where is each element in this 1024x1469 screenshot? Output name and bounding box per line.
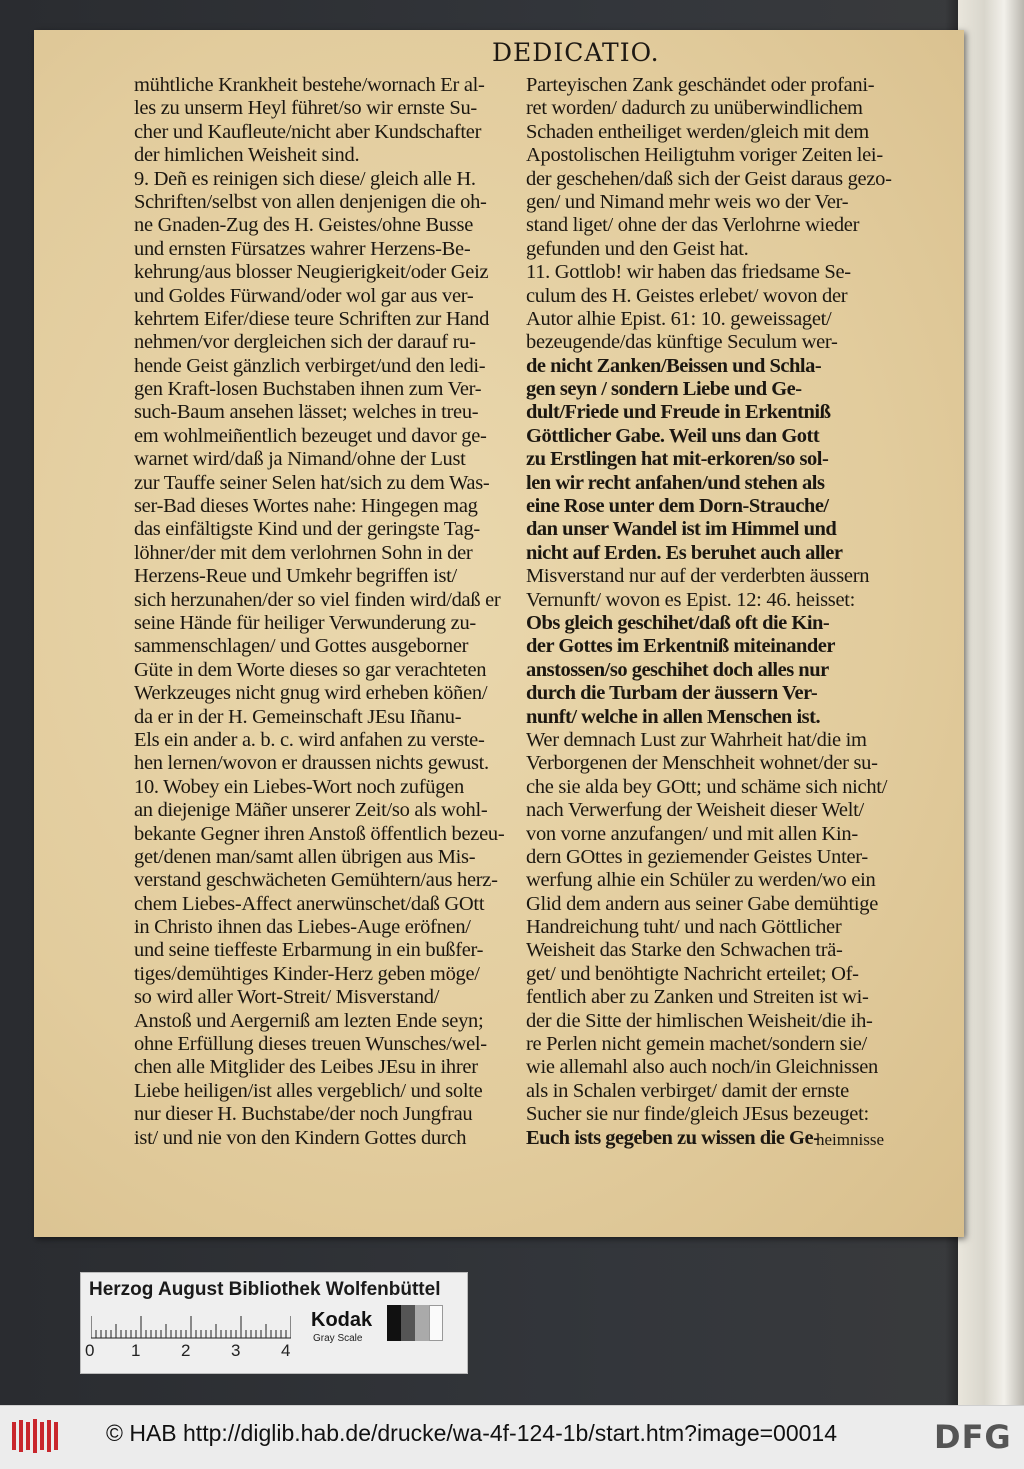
text-line: Verborgenen der Menschheit wohnet/der su- <box>526 752 878 775</box>
text-line: ne Gnaden-Zug des H. Geistes/ohne Busse <box>134 214 474 237</box>
gray-patch-black <box>387 1305 401 1341</box>
text-line: cher und Kaufleute/nicht aber Kundschafter <box>134 120 482 143</box>
text-line: Wer demnach Lust zur Wahrheit hat/die im <box>526 728 867 751</box>
text-line: zu Erstlingen hat mit-erkoren/so sol- <box>526 448 829 471</box>
text-line: bezeugende/das künftige Seculum wer- <box>526 331 838 354</box>
gray-scale-label: Gray Scale <box>313 1333 363 1344</box>
ruler-number: 1 <box>131 1341 141 1360</box>
text-line: ist/ und nie von den Kindern Gottes durch <box>134 1126 467 1149</box>
gray-patch-mid <box>415 1305 429 1341</box>
text-line: Autor alhie Epist. 61: 10. geweissaget/ <box>526 307 832 330</box>
text-line: chen alle Mitglider des Leibes JEsu in ihrer <box>134 1056 478 1079</box>
text-line: Els ein ander a. b. c. wird anfahen zu verste- <box>134 728 485 751</box>
text-line: Güte in dem Worte dieses so gar verachteten <box>134 658 487 681</box>
text-line: gen seyn / sondern Liebe und Ge- <box>526 378 802 401</box>
gray-patch-light <box>429 1305 443 1341</box>
text-line: ret worden/ dadurch zu unüberwindlichem <box>526 97 863 120</box>
text-line: nehmen/vor dergleichen sich der darauf ru- <box>134 331 476 354</box>
text-line: 11. Gottlob! wir haben das friedsame Se- <box>526 261 851 284</box>
text-line: als in Schalen verbirget/ damit der ernste <box>526 1079 849 1102</box>
text-line: hen lernen/wovon er draussen nichts gewust. <box>134 752 489 775</box>
citation-link[interactable]: © HAB http://diglib.hab.de/drucke/wa-4f-124-1b/start.htm?image=00014 <box>106 1420 838 1446</box>
text-line: seine Hände für heiliger Verwunderung zu- <box>134 611 476 634</box>
text-line: dern GOttes in geziemender Geistes Unter- <box>526 845 868 868</box>
text-line: warnet wird/daß ja Nimand/ohne der Lust <box>134 448 466 471</box>
ruler-numbers <box>85 1341 295 1367</box>
text-line: kehrtem Eifer/diese teure Schriften zur Hand <box>134 307 490 330</box>
page-heading: DEDICATIO. <box>492 38 660 67</box>
text-line: get/denen man/samt allen übrigen aus Mis- <box>134 845 476 868</box>
book-page <box>34 30 964 1237</box>
adjacent-page-edge <box>958 0 1024 1405</box>
text-line: mühtliche Krankheit bestehe/wornach Er al- <box>134 74 485 96</box>
text-line: eine Rose unter dem Dorn-Strauche/ <box>526 495 829 518</box>
text-line: such-Baum ansehen lässet; welches in treu- <box>134 401 479 424</box>
text-line: durch die Turbam der äussern Ver- <box>526 682 818 705</box>
text-line: ohne Erfüllung dieses treuen Wunsches/wel- <box>134 1033 487 1056</box>
text-line: dan unser Wandel ist im Himmel und <box>526 518 837 541</box>
text-line: der Gottes im Erkentniß miteinander <box>526 635 835 658</box>
footer-bar <box>0 1405 1024 1469</box>
text-line: und seine tieffeste Erbarmung in ein bußfer- <box>134 939 484 962</box>
text-line: stand liget/ ohne der das Verlohrne wieder <box>526 214 860 237</box>
text-line: Schriften/selbst von allen denjenigen die oh- <box>134 190 487 213</box>
kodak-logo: Kodak <box>311 1309 373 1331</box>
gray-patch-dark <box>401 1305 415 1341</box>
text-line: löhner/der mit dem verlohrnen Sohn in der <box>134 541 473 564</box>
text-line: Schaden entheiliget werden/gleich mit dem <box>526 120 869 143</box>
text-line: da er in der H. Gemeinschaft JEsu Iñanu- <box>134 705 462 728</box>
text-line: hende Geist gänzlich verbirget/und den ledi- <box>134 354 486 377</box>
text-line: ser-Bad dieses Wortes nahe: Hingegen mag <box>134 495 478 518</box>
text-line: 10. Wobey ein Liebes-Wort noch zufügen <box>134 775 464 798</box>
text-line: gefunden und den Geist hat. <box>526 237 749 260</box>
text-line: tiges/demühtiges Kinder-Herz geben möge/ <box>134 962 480 985</box>
text-line: 9. Deñ es reinigen sich diese/ gleich alle H. <box>134 167 476 190</box>
text-line: so wird aller Wort-Streit/ Misverstand/ <box>134 986 440 1009</box>
text-line: len wir recht anfahen/und stehen als <box>526 471 825 494</box>
text-line: Obs gleich geschihet/daß oft die Kin- <box>526 611 830 634</box>
ruler-scale <box>91 1313 291 1339</box>
text-line: culum des H. Geistes erlebet/ wovon der <box>526 284 848 307</box>
text-line: em wohlmeiñentlich bezeuget und davor ge- <box>134 424 487 447</box>
text-line: Glid dem andern aus seiner Gabe demühtige <box>526 892 879 915</box>
text-line: Apostolischen Heiligtuhm voriger Zeiten lei- <box>526 144 883 167</box>
dfg-logo: DFG <box>934 1418 1012 1456</box>
text-line: von vorne anzufangen/ und mit allen Kin- <box>526 822 858 845</box>
left-text-column <box>134 74 516 1150</box>
text-line: nicht auf Erden. Es beruhet auch aller <box>526 541 843 564</box>
text-line: Misverstand nur auf der verderbten äussern <box>526 565 870 588</box>
text-line: der geschehen/daß sich der Geist daraus gezo- <box>526 167 892 190</box>
text-line: chem Liebes-Affect anerwünschet/daß GOtt <box>134 892 485 915</box>
text-line: Anstoß und Aergerniß am lezten Ende seyn; <box>134 1009 484 1032</box>
right-text-column <box>526 74 910 1150</box>
text-line: anstossen/so geschihet doch alles nur <box>526 658 829 681</box>
ruler-number: 0 <box>85 1341 95 1360</box>
text-line: gen Kraft-losen Buchstaben ihnen zum Ver- <box>134 378 482 401</box>
ruler-number: 2 <box>181 1341 191 1360</box>
catchword: heimnisse <box>816 1130 884 1149</box>
text-line: re Perlen nicht gemein machet/sondern sie/ <box>526 1033 867 1056</box>
text-line: Sucher sie nur finde/gleich JEsus bezeuget: <box>526 1103 869 1126</box>
text-line: Handreichung tuht/ und nach Göttlicher <box>526 916 842 939</box>
text-line: Göttlicher Gabe. Weil uns dan Gott <box>526 424 820 447</box>
text-line: dult/Friede und Freude in Erkentniß <box>526 401 831 424</box>
text-line: verstand geschwächeten Gemühtern/aus herz- <box>134 869 498 892</box>
text-line: Vernunft/ wovon es Epist. 12: 46. heisset: <box>526 588 856 611</box>
text-line: nur dieser H. Buchstabe/der noch Jungfrau <box>134 1103 473 1126</box>
text-line: und ernsten Fürsatzes wahrer Herzens-Be- <box>134 237 471 260</box>
text-line: nach Verwerfung der Weisheit dieser Welt/ <box>526 799 864 822</box>
text-line: Weisheit das Starke den Schwachen trä- <box>526 939 843 962</box>
text-line: das einfältigste Kind und der geringste Tag- <box>134 518 480 541</box>
text-line: wie allemahl also auch noch/in Gleichnissen <box>526 1056 879 1079</box>
text-line: de nicht Zanken/Beissen und Schla- <box>526 354 822 377</box>
text-line: Euch ists gegeben zu wissen die Ge- <box>526 1126 820 1149</box>
text-line: che sie alda bey GOtt; und schäme sich nicht/ <box>526 775 888 798</box>
text-line: und Goldes Fürwand/oder wol gar aus ver- <box>134 284 474 307</box>
text-line: Herzens-Reue und Umkehr begriffen ist/ <box>134 565 457 588</box>
ruler-number: 3 <box>231 1341 241 1360</box>
text-line: in Christo ihnen das Liebes-Auge eröfnen/ <box>134 916 471 939</box>
hab-logo-icon <box>10 1416 60 1456</box>
text-line: bekante Gegner ihren Anstoß öffentlich bezeu- <box>134 822 505 845</box>
text-line: kehrung/aus blosser Neugierigkeit/oder Geiz <box>134 261 489 284</box>
text-line: gen/ und Nimand mehr weis wo der Ver- <box>526 190 849 213</box>
library-name: Herzog August Bibliothek Wolfenbüttel <box>89 1279 441 1300</box>
text-line: les zu unserm Heyl führet/so wir ernste Su- <box>134 97 477 120</box>
text-line: sammenschlagen/ und Gottes ausgeborner <box>134 635 469 658</box>
text-line: werfung alhie ein Schüler zu werden/wo ein <box>526 869 876 892</box>
text-line: fentlich aber zu Zanken und Streiten ist wi- <box>526 986 869 1009</box>
text-line: Liebe heiligen/ist alles vergeblich/ und solte <box>134 1079 483 1102</box>
text-line: der himlichen Weisheit sind. <box>134 144 360 167</box>
text-line: an diejenige Mäñer unserer Zeit/so als wohl- <box>134 799 488 822</box>
text-line: sich herzunahen/der so viel finden wird/daß er <box>134 588 501 611</box>
text-line: der die Sitte der himlischen Weisheit/die ih- <box>526 1009 873 1032</box>
text-line: get/ und benöhtigte Nachricht erteilet; Of- <box>526 962 859 985</box>
text-line: Parteyischen Zank geschändet oder profani- <box>526 74 875 96</box>
text-line: nunft/ welche in allen Menschen ist. <box>526 705 821 728</box>
library-color-chart <box>80 1272 468 1374</box>
ruler-number: 4 <box>281 1341 291 1360</box>
text-line: Werkzeuges nicht gnug wird erheben köñen/ <box>134 682 488 705</box>
text-line: zur Tauffe seiner Selen hat/sich zu dem Was- <box>134 471 490 494</box>
